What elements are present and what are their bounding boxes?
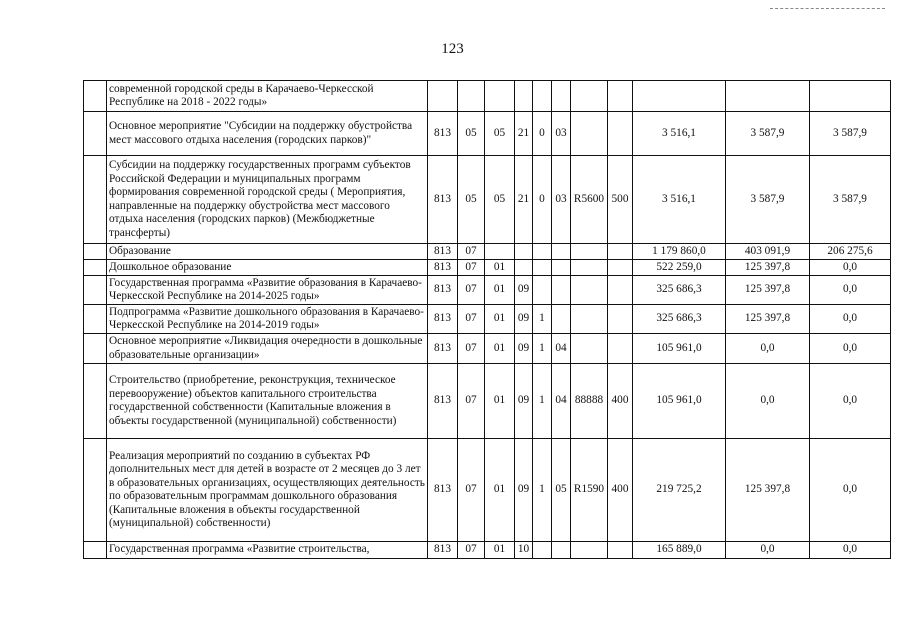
row-sum-s2-cell: 0,0 (726, 542, 810, 559)
row-p1-cell: 09 (515, 276, 533, 305)
row-sum-s3-cell (810, 81, 891, 112)
row-name-cell: Дошкольное образование (107, 260, 428, 276)
row-sum-s3-cell: 0,0 (810, 439, 891, 542)
row-p3-cell: 04 (552, 364, 571, 439)
row-margin-cell (84, 260, 107, 276)
row-p1-cell: 09 (515, 305, 533, 334)
row-p1-cell (515, 260, 533, 276)
row-grbs-cell: 813 (428, 156, 458, 244)
row-p2-cell: 0 (533, 156, 552, 244)
table-row (84, 81, 891, 112)
row-pr-cell: 01 (485, 439, 515, 542)
row-p2-cell: 0 (533, 112, 552, 156)
row-sum-s1-cell: 325 686,3 (633, 305, 726, 334)
row-sum-s1-cell: 105 961,0 (633, 334, 726, 364)
row-p1-cell: 21 (515, 112, 533, 156)
row-pr-cell (485, 244, 515, 260)
row-rz-cell: 07 (458, 276, 485, 305)
row-vr-cell (608, 260, 633, 276)
table-row (84, 276, 891, 305)
row-pr-cell: 01 (485, 305, 515, 334)
row-margin-cell (84, 305, 107, 334)
row-name-cell: Подпрограмма «Развитие дошкольного образования в Карачаево-Черкесской Республике на 2014-2019 годы» (107, 305, 428, 334)
row-rz-cell: 07 (458, 260, 485, 276)
row-p2-cell (533, 244, 552, 260)
row-sum-s3-cell: 0,0 (810, 260, 891, 276)
row-grbs-cell: 813 (428, 439, 458, 542)
row-sum-s3-cell: 3 587,9 (810, 112, 891, 156)
row-rz-cell: 07 (458, 542, 485, 559)
row-dir-cell: R1590 (571, 439, 608, 542)
row-sum-s2-cell (726, 81, 810, 112)
row-vr-cell (608, 334, 633, 364)
row-p3-cell (552, 276, 571, 305)
row-dir-cell (571, 260, 608, 276)
row-rz-cell: 07 (458, 364, 485, 439)
row-sum-s3-cell: 0,0 (810, 305, 891, 334)
row-name-cell: Реализация мероприятий по созданию в субъектах РФ дополнительных мест для детей в возрасте от 2 месяцев до 3 лет в образовательных организациях, осуществляющих деятельность по образовательным программам дошкольного образования (Капитальные вложения в объекты государственной (муниципальной) собственности) (107, 439, 428, 542)
row-sum-s3-cell: 0,0 (810, 334, 891, 364)
budget-table (83, 80, 891, 559)
row-sum-s1-cell: 522 259,0 (633, 260, 726, 276)
row-rz-cell (458, 81, 485, 112)
row-sum-s1-cell: 105 961,0 (633, 364, 726, 439)
row-rz-cell: 05 (458, 112, 485, 156)
row-p2-cell (533, 542, 552, 559)
row-grbs-cell: 813 (428, 334, 458, 364)
table-row (84, 334, 891, 364)
row-name-cell: Государственная программа «Развитие образования в Карачаево-Черкесской Республике на 2014-2025 годы» (107, 276, 428, 305)
row-p3-cell: 05 (552, 439, 571, 542)
row-sum-s2-cell: 125 397,8 (726, 260, 810, 276)
row-p2-cell: 1 (533, 364, 552, 439)
row-p1-cell (515, 81, 533, 112)
row-p1-cell: 09 (515, 439, 533, 542)
row-margin-cell (84, 244, 107, 260)
row-margin-cell (84, 439, 107, 542)
top-edge-rule (770, 8, 885, 9)
row-pr-cell: 01 (485, 276, 515, 305)
row-pr-cell: 01 (485, 260, 515, 276)
row-p3-cell: 04 (552, 334, 571, 364)
row-margin-cell (84, 364, 107, 439)
row-p2-cell (533, 81, 552, 112)
row-dir-cell (571, 334, 608, 364)
row-dir-cell (571, 305, 608, 334)
row-p2-cell: 1 (533, 439, 552, 542)
row-p2-cell (533, 260, 552, 276)
row-grbs-cell: 813 (428, 542, 458, 559)
table-row (84, 260, 891, 276)
row-sum-s1-cell: 3 516,1 (633, 156, 726, 244)
page-number: 123 (441, 41, 464, 57)
row-p3-cell (552, 260, 571, 276)
row-sum-s1-cell: 325 686,3 (633, 276, 726, 305)
row-rz-cell: 05 (458, 156, 485, 244)
row-name-cell: современной городской среды в Карачаево-Черкесской Республике на 2018 - 2022 годы» (107, 81, 428, 112)
row-dir-cell (571, 542, 608, 559)
row-name-cell: Строительство (приобретение, реконструкция, техническое перевооружение) объектов капитального строительства государственной собственности (Капитальные вложения в объекты государственной (муниципальной) собственности) (107, 364, 428, 439)
row-vr-cell: 400 (608, 439, 633, 542)
row-p3-cell (552, 542, 571, 559)
row-p3-cell (552, 305, 571, 334)
row-sum-s2-cell: 3 587,9 (726, 112, 810, 156)
row-sum-s2-cell: 403 091,9 (726, 244, 810, 260)
row-margin-cell (84, 156, 107, 244)
row-rz-cell: 07 (458, 334, 485, 364)
row-p1-cell: 21 (515, 156, 533, 244)
row-margin-cell (84, 334, 107, 364)
row-grbs-cell: 813 (428, 305, 458, 334)
row-dir-cell: 88888 (571, 364, 608, 439)
row-sum-s3-cell: 0,0 (810, 364, 891, 439)
row-p1-cell: 10 (515, 542, 533, 559)
row-vr-cell: 500 (608, 156, 633, 244)
table-body (84, 81, 891, 559)
row-vr-cell (608, 81, 633, 112)
row-p3-cell: 03 (552, 112, 571, 156)
row-sum-s2-cell: 0,0 (726, 364, 810, 439)
row-dir-cell (571, 244, 608, 260)
row-pr-cell: 05 (485, 112, 515, 156)
row-name-cell: Субсидии на поддержку государственных программ субъектов Российской Федерации и муниципальных программ формирования современной городской среды ( Мероприятия, направленные на поддержку обустройства мест массового отдыха населения (городских парков) (Межбюджетные трансферты) (107, 156, 428, 244)
row-sum-s2-cell: 125 397,8 (726, 276, 810, 305)
table-row (84, 244, 891, 260)
row-grbs-cell: 813 (428, 364, 458, 439)
row-margin-cell (84, 112, 107, 156)
row-sum-s2-cell: 125 397,8 (726, 305, 810, 334)
row-dir-cell (571, 81, 608, 112)
row-sum-s1-cell: 219 725,2 (633, 439, 726, 542)
row-rz-cell: 07 (458, 439, 485, 542)
row-grbs-cell: 813 (428, 244, 458, 260)
table-row (84, 112, 891, 156)
row-sum-s3-cell: 3 587,9 (810, 156, 891, 244)
row-sum-s1-cell: 3 516,1 (633, 112, 726, 156)
row-grbs-cell: 813 (428, 276, 458, 305)
row-p3-cell: 03 (552, 156, 571, 244)
row-sum-s3-cell: 0,0 (810, 276, 891, 305)
row-rz-cell: 07 (458, 244, 485, 260)
row-p1-cell (515, 244, 533, 260)
row-sum-s3-cell: 0,0 (810, 542, 891, 559)
row-name-cell: Основное мероприятие "Субсидии на поддержку обустройства мест массового отдыха населения (городских парков)" (107, 112, 428, 156)
table-row (84, 364, 891, 439)
row-p1-cell: 09 (515, 364, 533, 439)
row-pr-cell: 01 (485, 364, 515, 439)
row-margin-cell (84, 542, 107, 559)
row-pr-cell: 05 (485, 156, 515, 244)
row-p2-cell: 1 (533, 305, 552, 334)
row-pr-cell (485, 81, 515, 112)
row-pr-cell: 01 (485, 542, 515, 559)
table-row (84, 542, 891, 559)
row-p1-cell: 09 (515, 334, 533, 364)
row-sum-s1-cell: 165 889,0 (633, 542, 726, 559)
row-grbs-cell: 813 (428, 112, 458, 156)
row-p3-cell (552, 244, 571, 260)
row-vr-cell (608, 276, 633, 305)
row-name-cell: Основное мероприятие «Ликвидация очередности в дошкольные образовательные организации» (107, 334, 428, 364)
row-margin-cell (84, 276, 107, 305)
row-pr-cell: 01 (485, 334, 515, 364)
row-sum-s3-cell: 206 275,6 (810, 244, 891, 260)
row-p3-cell (552, 81, 571, 112)
table-row (84, 156, 891, 244)
row-vr-cell (608, 244, 633, 260)
row-name-cell: Государственная программа «Развитие строительства, (107, 542, 428, 559)
row-vr-cell (608, 112, 633, 156)
row-dir-cell (571, 276, 608, 305)
row-vr-cell: 400 (608, 364, 633, 439)
row-dir-cell: R5600 (571, 156, 608, 244)
table-row (84, 305, 891, 334)
row-sum-s2-cell: 125 397,8 (726, 439, 810, 542)
row-rz-cell: 07 (458, 305, 485, 334)
row-sum-s2-cell: 3 587,9 (726, 156, 810, 244)
row-grbs-cell: 813 (428, 260, 458, 276)
row-sum-s1-cell (633, 81, 726, 112)
row-p2-cell: 1 (533, 334, 552, 364)
row-vr-cell (608, 305, 633, 334)
table-row (84, 439, 891, 542)
row-vr-cell (608, 542, 633, 559)
row-sum-s2-cell: 0,0 (726, 334, 810, 364)
row-sum-s1-cell: 1 179 860,0 (633, 244, 726, 260)
row-grbs-cell (428, 81, 458, 112)
row-dir-cell (571, 112, 608, 156)
row-p2-cell (533, 276, 552, 305)
row-margin-cell (84, 81, 107, 112)
row-name-cell: Образование (107, 244, 428, 260)
